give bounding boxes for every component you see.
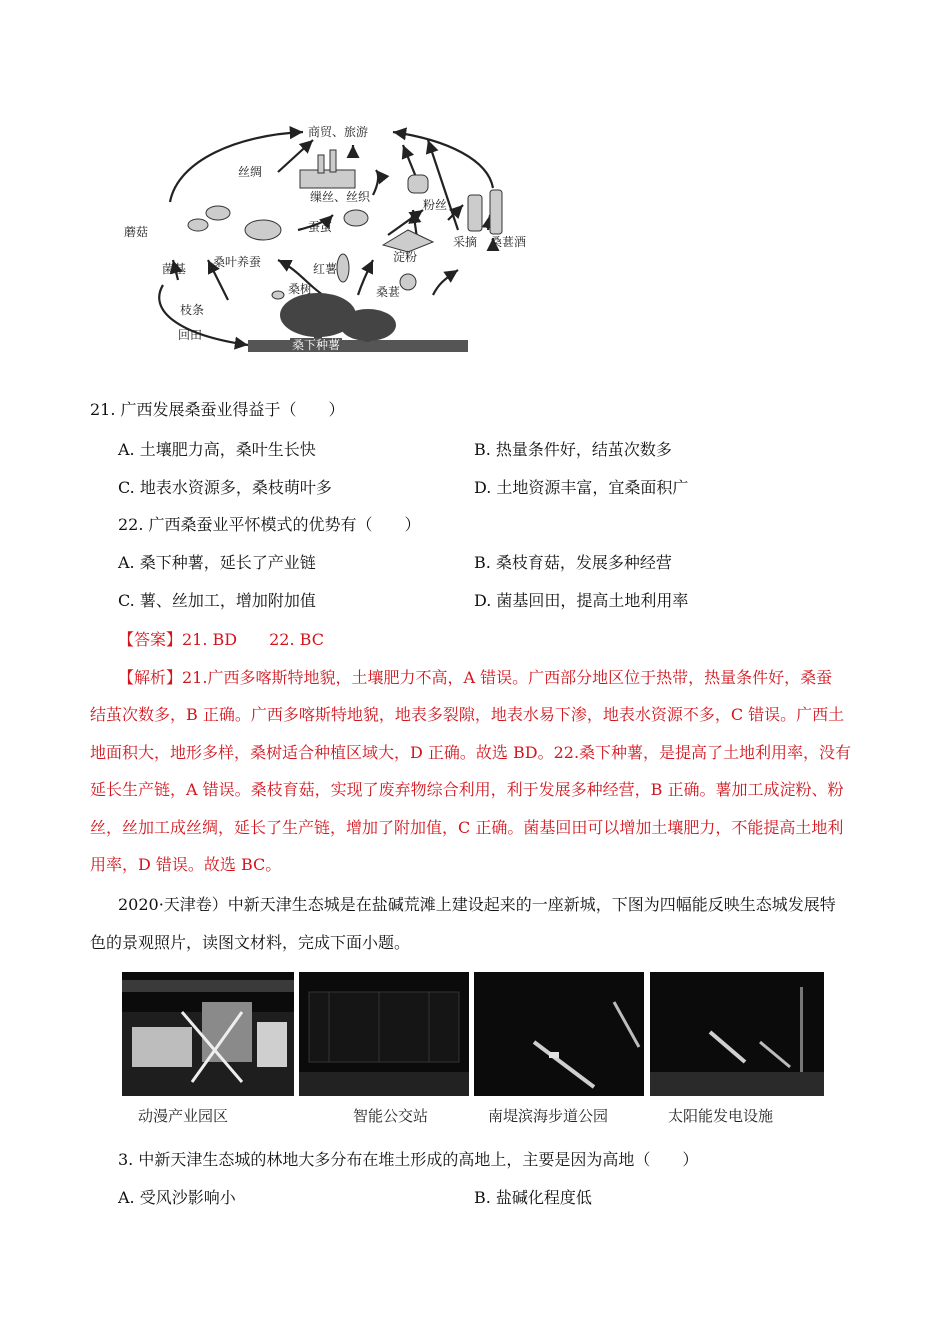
- label-leaf: 桑叶养蚕: [213, 255, 262, 269]
- photo-caption: 动漫产业园区: [138, 1107, 229, 1125]
- intro-line: 2020·天津卷）中新天津生态城是在盐碱荒滩上建设起来的一座新城，下图为四幅能反映生态城发展特: [118, 895, 836, 914]
- analysis-line: 延长生产链，A 错误。桑枝育菇，实现了废弃物综合利用，利于发展多种经营，B 正确。薯加工成淀粉、粉: [90, 780, 844, 799]
- label-reeling: 缫丝、丝织: [310, 190, 371, 204]
- q3-option-a: A. 受风沙影响小: [118, 1188, 236, 1207]
- q22-stem: 22. 广西桑蚕业平怀模式的优势有（ ）: [118, 515, 421, 534]
- photo-bus-station: [299, 972, 469, 1096]
- q22-option-a: A. 桑下种薯，延长了产业链: [118, 553, 316, 572]
- label-silk: 丝绸: [238, 165, 263, 179]
- label-intercrop: 桑下种薯: [292, 338, 341, 352]
- analysis-line: 结茧次数多，B 正确。广西多喀斯特地貌，地表多裂隙，地表水易下渗，地表水资源不多，C 错误。广西土: [90, 705, 845, 724]
- label-trade: 商贸、旅游: [308, 125, 369, 139]
- photo-caption: 智能公交站: [353, 1107, 429, 1125]
- photo-animation-park-image: [122, 972, 294, 1096]
- analysis-line: 丝，丝加工成丝绸，延长了生产链，增加了附加值，C 正确。菌基回田可以增加土壤肥力，不能提高土地利: [90, 818, 844, 837]
- photo-caption: 南堤滨海步道公园: [488, 1107, 609, 1125]
- label-return-field: 回田: [178, 328, 203, 342]
- label-mushroom: 蘑菇: [124, 225, 149, 239]
- analysis-line: 【解析】21.广西多喀斯特地貌，土壤肥力不高，A 错误。广西部分地区位于热带，热量条件好，桑蚕: [118, 668, 833, 687]
- photo-seaside-park-image: [474, 972, 644, 1096]
- q21-stem: 21. 广西发展桑蚕业得益于（ ）: [90, 400, 345, 419]
- label-mushroom-base: 菌基: [162, 262, 187, 276]
- photo-bus-station-image: [299, 972, 469, 1096]
- label-picking: 采摘: [453, 235, 478, 249]
- label-branch: 枝条: [180, 303, 205, 317]
- photo-caption: 太阳能发电设施: [668, 1107, 774, 1125]
- photo-seaside-park: [474, 972, 644, 1096]
- photo-solar-facility: [650, 972, 824, 1096]
- analysis-line: 地面积大，地形多样，桑树适合种植区域大，D 正确。故选 BD。22.桑下种薯，是提高了土地利用率，没有: [90, 743, 852, 762]
- q21-option-b: B. 热量条件好，结茧次数多: [474, 440, 672, 459]
- mulberry-industry-diagram: [118, 110, 538, 380]
- q3-option-b: B. 盐碱化程度低: [474, 1188, 592, 1207]
- q21-option-d: D. 土地资源丰富，宜桑面积广: [474, 478, 689, 497]
- q21-option-c: C. 地表水资源多，桑枝萌叶多: [118, 478, 332, 497]
- intro-line: 色的景观照片，读图文材料，完成下面小题。: [90, 933, 411, 952]
- q22-option-c: C. 薯、丝加工，增加附加值: [118, 591, 316, 610]
- label-wine: 桑葚酒: [490, 235, 527, 249]
- q22-option-d: D. 菌基回田，提高土地利用率: [474, 591, 689, 610]
- label-mulberry-tree: 桑树: [288, 282, 313, 296]
- label-sweet-potato: 红薯: [313, 262, 338, 276]
- label-vermicelli: 粉丝: [423, 198, 448, 212]
- q3-stem: 3. 中新天津生态城的林地大多分布在堆土形成的高地上，主要是因为高地（ ）: [118, 1150, 699, 1169]
- analysis-line: 用率，D 错误。故选 BC。: [90, 855, 282, 874]
- label-starch: 淀粉: [393, 250, 418, 264]
- photo-solar-facility-image: [650, 972, 824, 1096]
- label-cocoon: 蚕茧: [308, 220, 333, 234]
- ground-strip: [248, 340, 468, 352]
- q21-option-a: A. 土壤肥力高，桑叶生长快: [118, 440, 316, 459]
- label-mulberry-fruit: 桑葚: [376, 285, 401, 299]
- photo-animation-park: [122, 972, 294, 1096]
- answer: 【答案】21. BD 22. BC: [118, 630, 324, 649]
- q22-option-b: B. 桑枝育菇，发展多种经营: [474, 553, 672, 572]
